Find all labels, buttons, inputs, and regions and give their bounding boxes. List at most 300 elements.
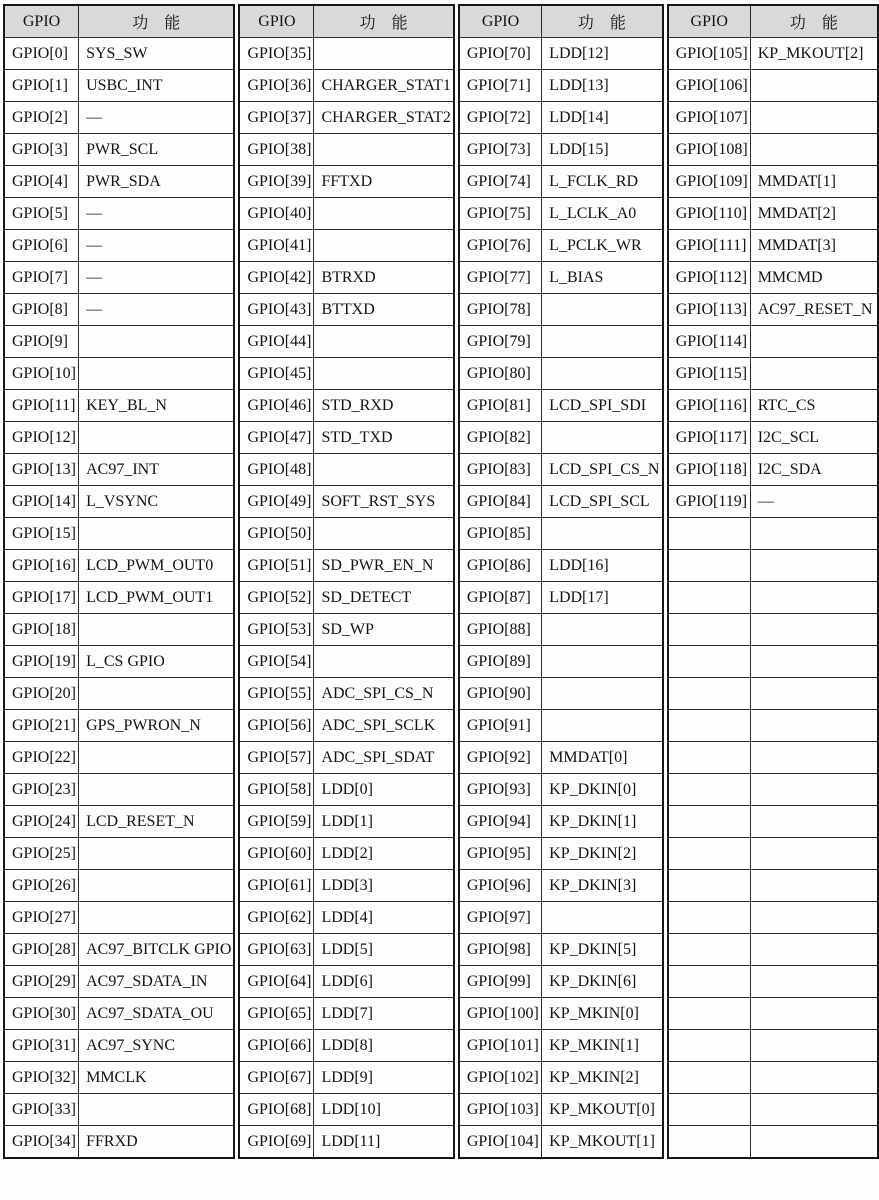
gpio-cell: GPIO[47] [239, 422, 314, 454]
function-cell [750, 70, 878, 102]
table-row [668, 294, 878, 326]
function-cell: I2C_SDA [750, 454, 878, 486]
function-cell [750, 838, 878, 870]
function-cell [79, 774, 235, 806]
function-cell: AC97_SDATA_IN [79, 966, 235, 998]
function-cell [750, 1094, 878, 1126]
table-row [459, 102, 663, 134]
function-cell: LCD_SPI_CS_N [542, 454, 663, 486]
function-cell [750, 550, 878, 582]
gpio-cell: GPIO[19] [4, 646, 79, 678]
function-cell [750, 998, 878, 1030]
table-row [459, 806, 663, 838]
function-cell: KP_MKIN[0] [542, 998, 663, 1030]
table-row [4, 710, 234, 742]
function-cell: CHARGER_STAT2 [314, 102, 454, 134]
table-row [239, 934, 453, 966]
table-row [459, 294, 663, 326]
function-cell: KP_DKIN[2] [542, 838, 663, 870]
function-cell [314, 646, 454, 678]
gpio-column-header: GPIO [459, 5, 542, 38]
table-row [459, 614, 663, 646]
table-row [239, 646, 453, 678]
gpio-cell: GPIO[2] [4, 102, 79, 134]
function-cell [542, 710, 663, 742]
gpio-cell: GPIO[22] [4, 742, 79, 774]
gpio-cell [668, 646, 751, 678]
table-row [668, 710, 878, 742]
gpio-cell [668, 870, 751, 902]
table-row [459, 966, 663, 998]
function-cell: — [79, 262, 235, 294]
table-row [239, 486, 453, 518]
gpio-cell: GPIO[50] [239, 518, 314, 550]
gpio-cell [668, 518, 751, 550]
function-cell [750, 742, 878, 774]
function-cell: KP_DKIN[0] [542, 774, 663, 806]
table-row [4, 774, 234, 806]
table-row [239, 1094, 453, 1126]
gpio-cell: GPIO[14] [4, 486, 79, 518]
table-row [668, 934, 878, 966]
gpio-cell: GPIO[89] [459, 646, 542, 678]
gpio-cell: GPIO[48] [239, 454, 314, 486]
gpio-cell: GPIO[44] [239, 326, 314, 358]
gpio-cell: GPIO[20] [4, 678, 79, 710]
gpio-cell: GPIO[79] [459, 326, 542, 358]
function-cell: SD_PWR_EN_N [314, 550, 454, 582]
table-row [239, 70, 453, 102]
table-row [4, 742, 234, 774]
function-cell [750, 902, 878, 934]
gpio-cell: GPIO[80] [459, 358, 542, 390]
function-cell: KP_DKIN[1] [542, 806, 663, 838]
function-cell: L_BIAS [542, 262, 663, 294]
function-cell: LDD[10] [314, 1094, 454, 1126]
table-row [239, 678, 453, 710]
function-cell [79, 870, 235, 902]
gpio-cell: GPIO[84] [459, 486, 542, 518]
function-cell: LDD[13] [542, 70, 663, 102]
table-row [239, 358, 453, 390]
table-row [239, 774, 453, 806]
gpio-cell: GPIO[76] [459, 230, 542, 262]
function-cell [79, 326, 235, 358]
table-row [668, 838, 878, 870]
gpio-table-group-1 [3, 4, 235, 1159]
function-cell: LDD[15] [542, 134, 663, 166]
gpio-function-table [3, 4, 879, 1159]
gpio-cell: GPIO[10] [4, 358, 79, 390]
function-cell: CHARGER_STAT1 [314, 70, 454, 102]
table-row [239, 966, 453, 998]
table-row [239, 806, 453, 838]
gpio-cell [668, 934, 751, 966]
gpio-cell [668, 1062, 751, 1094]
table-row [4, 1126, 234, 1159]
table-row [4, 934, 234, 966]
table-row [239, 166, 453, 198]
gpio-cell: GPIO[35] [239, 38, 314, 70]
gpio-cell: GPIO[13] [4, 454, 79, 486]
function-cell [314, 518, 454, 550]
function-cell [750, 358, 878, 390]
table-row [239, 422, 453, 454]
gpio-cell: GPIO[106] [668, 70, 751, 102]
function-cell: L_PCLK_WR [542, 230, 663, 262]
table-row [239, 550, 453, 582]
table-row [239, 742, 453, 774]
function-cell: BTRXD [314, 262, 454, 294]
function-cell: ADC_SPI_SDAT [314, 742, 454, 774]
function-column-header: 功 能 [79, 5, 235, 38]
function-cell: I2C_SCL [750, 422, 878, 454]
gpio-cell: GPIO[62] [239, 902, 314, 934]
function-cell: LDD[6] [314, 966, 454, 998]
table-row [4, 582, 234, 614]
table-row [4, 838, 234, 870]
function-cell [750, 710, 878, 742]
table-row [668, 166, 878, 198]
function-cell [79, 614, 235, 646]
gpio-cell: GPIO[59] [239, 806, 314, 838]
gpio-cell: GPIO[115] [668, 358, 751, 390]
function-cell [542, 422, 663, 454]
gpio-cell: GPIO[28] [4, 934, 79, 966]
table-row [4, 38, 234, 70]
function-cell: KEY_BL_N [79, 390, 235, 422]
gpio-cell: GPIO[101] [459, 1030, 542, 1062]
function-cell: MMCMD [750, 262, 878, 294]
table-row [668, 1030, 878, 1062]
gpio-cell: GPIO[0] [4, 38, 79, 70]
gpio-cell: GPIO[30] [4, 998, 79, 1030]
function-cell [750, 934, 878, 966]
function-cell: L_VSYNC [79, 486, 235, 518]
table-row [459, 838, 663, 870]
table-row [459, 998, 663, 1030]
function-cell: — [750, 486, 878, 518]
gpio-cell [668, 678, 751, 710]
gpio-cell: GPIO[66] [239, 1030, 314, 1062]
function-cell: — [79, 198, 235, 230]
gpio-table-group-4 [667, 4, 879, 1159]
function-cell: KP_DKIN[3] [542, 870, 663, 902]
function-column-header: 功 能 [542, 5, 663, 38]
gpio-cell [668, 1126, 751, 1159]
table-row [668, 230, 878, 262]
function-cell [750, 582, 878, 614]
table-row [668, 102, 878, 134]
function-cell [542, 294, 663, 326]
function-cell [750, 870, 878, 902]
table-row [4, 198, 234, 230]
table-row [668, 390, 878, 422]
gpio-cell: GPIO[26] [4, 870, 79, 902]
function-cell: LDD[17] [542, 582, 663, 614]
function-cell: SYS_SW [79, 38, 235, 70]
table-row [459, 646, 663, 678]
gpio-cell: GPIO[37] [239, 102, 314, 134]
table-row [239, 518, 453, 550]
function-cell: LDD[16] [542, 550, 663, 582]
gpio-cell: GPIO[1] [4, 70, 79, 102]
function-cell [750, 102, 878, 134]
function-cell: FFRXD [79, 1126, 235, 1159]
gpio-cell: GPIO[70] [459, 38, 542, 70]
gpio-cell: GPIO[102] [459, 1062, 542, 1094]
gpio-column-header: GPIO [4, 5, 79, 38]
gpio-cell: GPIO[33] [4, 1094, 79, 1126]
gpio-cell: GPIO[56] [239, 710, 314, 742]
gpio-cell: GPIO[21] [4, 710, 79, 742]
gpio-cell: GPIO[42] [239, 262, 314, 294]
table-row [668, 582, 878, 614]
gpio-cell [668, 1030, 751, 1062]
gpio-cell: GPIO[41] [239, 230, 314, 262]
table-row [459, 1030, 663, 1062]
table-row [239, 454, 453, 486]
table-row [239, 710, 453, 742]
gpio-cell: GPIO[82] [459, 422, 542, 454]
gpio-cell: GPIO[11] [4, 390, 79, 422]
table-row [4, 326, 234, 358]
table-row [459, 678, 663, 710]
table-row [4, 390, 234, 422]
function-cell: KP_MKIN[2] [542, 1062, 663, 1094]
gpio-cell: GPIO[78] [459, 294, 542, 326]
gpio-cell: GPIO[69] [239, 1126, 314, 1159]
gpio-cell: GPIO[64] [239, 966, 314, 998]
table-row [459, 422, 663, 454]
gpio-cell: GPIO[108] [668, 134, 751, 166]
table-row [4, 966, 234, 998]
table-row [4, 614, 234, 646]
function-cell: PWR_SDA [79, 166, 235, 198]
table-row [668, 262, 878, 294]
function-cell [750, 1030, 878, 1062]
table-row [4, 358, 234, 390]
function-cell: LCD_SPI_SCL [542, 486, 663, 518]
function-cell [542, 646, 663, 678]
function-cell [542, 518, 663, 550]
function-cell: SD_DETECT [314, 582, 454, 614]
gpio-cell: GPIO[58] [239, 774, 314, 806]
gpio-cell: GPIO[46] [239, 390, 314, 422]
table-row [459, 358, 663, 390]
gpio-cell [668, 806, 751, 838]
gpio-cell: GPIO[57] [239, 742, 314, 774]
gpio-cell: GPIO[38] [239, 134, 314, 166]
table-row [239, 1062, 453, 1094]
function-cell: KP_MKOUT[2] [750, 38, 878, 70]
function-cell [750, 134, 878, 166]
table-row [459, 934, 663, 966]
function-cell: USBC_INT [79, 70, 235, 102]
table-row [459, 870, 663, 902]
table-row [459, 70, 663, 102]
table-row [4, 518, 234, 550]
gpio-cell: GPIO[100] [459, 998, 542, 1030]
table-row [668, 870, 878, 902]
gpio-cell [668, 998, 751, 1030]
function-cell: L_FCLK_RD [542, 166, 663, 198]
gpio-column-header: GPIO [668, 5, 751, 38]
function-cell: AC97_SYNC [79, 1030, 235, 1062]
gpio-cell: GPIO[88] [459, 614, 542, 646]
gpio-cell: GPIO[27] [4, 902, 79, 934]
gpio-cell [668, 614, 751, 646]
gpio-cell: GPIO[52] [239, 582, 314, 614]
header-row [668, 5, 878, 38]
gpio-cell: GPIO[36] [239, 70, 314, 102]
table-row [459, 454, 663, 486]
function-cell: LDD[3] [314, 870, 454, 902]
table-row [459, 710, 663, 742]
function-cell [79, 422, 235, 454]
table-row [239, 230, 453, 262]
table-row [4, 1094, 234, 1126]
function-cell: LCD_SPI_SDI [542, 390, 663, 422]
gpio-cell: GPIO[73] [459, 134, 542, 166]
table-row [459, 326, 663, 358]
gpio-cell [668, 838, 751, 870]
table-row [668, 966, 878, 998]
table-row [4, 870, 234, 902]
gpio-cell: GPIO[92] [459, 742, 542, 774]
table-row [239, 838, 453, 870]
table-row [459, 774, 663, 806]
table-row [239, 1030, 453, 1062]
function-cell: AC97_RESET_N [750, 294, 878, 326]
gpio-cell: GPIO[65] [239, 998, 314, 1030]
function-cell: LDD[5] [314, 934, 454, 966]
function-cell [314, 230, 454, 262]
gpio-cell: GPIO[39] [239, 166, 314, 198]
table-row [459, 582, 663, 614]
gpio-cell: GPIO[118] [668, 454, 751, 486]
table-row [668, 614, 878, 646]
function-cell [750, 806, 878, 838]
table-row [668, 454, 878, 486]
function-cell: LDD[12] [542, 38, 663, 70]
table-row [668, 134, 878, 166]
function-cell: MMCLK [79, 1062, 235, 1094]
gpio-cell: GPIO[68] [239, 1094, 314, 1126]
gpio-cell: GPIO[60] [239, 838, 314, 870]
function-cell: LDD[8] [314, 1030, 454, 1062]
table-row [459, 134, 663, 166]
gpio-cell [668, 710, 751, 742]
gpio-cell: GPIO[81] [459, 390, 542, 422]
gpio-cell [668, 902, 751, 934]
gpio-cell: GPIO[95] [459, 838, 542, 870]
function-cell: LDD[1] [314, 806, 454, 838]
header-row [4, 5, 234, 38]
function-cell: — [79, 230, 235, 262]
table-row [668, 486, 878, 518]
function-cell: SD_WP [314, 614, 454, 646]
table-row [459, 198, 663, 230]
gpio-cell: GPIO[54] [239, 646, 314, 678]
function-cell: AC97_SDATA_OU [79, 998, 235, 1030]
function-cell: AC97_BITCLK GPIO [79, 934, 235, 966]
function-cell: LDD[9] [314, 1062, 454, 1094]
function-cell [314, 198, 454, 230]
table-row [4, 806, 234, 838]
gpio-cell: GPIO[23] [4, 774, 79, 806]
function-cell [79, 518, 235, 550]
table-row [239, 1126, 453, 1159]
gpio-cell: GPIO[104] [459, 1126, 542, 1159]
table-row [459, 390, 663, 422]
table-row [459, 230, 663, 262]
function-cell: AC97_INT [79, 454, 235, 486]
table-row [239, 294, 453, 326]
gpio-cell: GPIO[96] [459, 870, 542, 902]
function-cell: MMDAT[1] [750, 166, 878, 198]
gpio-cell: GPIO[61] [239, 870, 314, 902]
table-row [459, 262, 663, 294]
function-cell: LDD[4] [314, 902, 454, 934]
gpio-cell: GPIO[67] [239, 1062, 314, 1094]
table-row [239, 38, 453, 70]
gpio-cell: GPIO[15] [4, 518, 79, 550]
function-cell [314, 326, 454, 358]
gpio-cell: GPIO[32] [4, 1062, 79, 1094]
table-row [4, 1030, 234, 1062]
table-row [668, 422, 878, 454]
table-row [459, 902, 663, 934]
gpio-cell: GPIO[112] [668, 262, 751, 294]
gpio-cell: GPIO[34] [4, 1126, 79, 1159]
gpio-cell: GPIO[90] [459, 678, 542, 710]
function-cell: STD_TXD [314, 422, 454, 454]
gpio-cell: GPIO[7] [4, 262, 79, 294]
gpio-cell: GPIO[99] [459, 966, 542, 998]
function-cell [79, 742, 235, 774]
function-cell [79, 358, 235, 390]
gpio-cell: GPIO[93] [459, 774, 542, 806]
gpio-cell: GPIO[97] [459, 902, 542, 934]
function-cell: LDD[0] [314, 774, 454, 806]
function-cell [542, 678, 663, 710]
table-row [4, 70, 234, 102]
gpio-cell: GPIO[43] [239, 294, 314, 326]
gpio-cell: GPIO[53] [239, 614, 314, 646]
gpio-cell: GPIO[63] [239, 934, 314, 966]
gpio-cell: GPIO[45] [239, 358, 314, 390]
gpio-cell: GPIO[75] [459, 198, 542, 230]
table-row [4, 486, 234, 518]
gpio-cell: GPIO[85] [459, 518, 542, 550]
function-cell [79, 902, 235, 934]
table-row [4, 230, 234, 262]
function-cell: L_LCLK_A0 [542, 198, 663, 230]
table-row [4, 902, 234, 934]
gpio-cell: GPIO[91] [459, 710, 542, 742]
table-row [668, 518, 878, 550]
function-cell [314, 38, 454, 70]
table-row [459, 166, 663, 198]
gpio-cell: GPIO[114] [668, 326, 751, 358]
function-cell: LDD[2] [314, 838, 454, 870]
table-row [239, 198, 453, 230]
gpio-cell: GPIO[74] [459, 166, 542, 198]
table-row [668, 902, 878, 934]
function-cell: ADC_SPI_CS_N [314, 678, 454, 710]
table-row [239, 614, 453, 646]
